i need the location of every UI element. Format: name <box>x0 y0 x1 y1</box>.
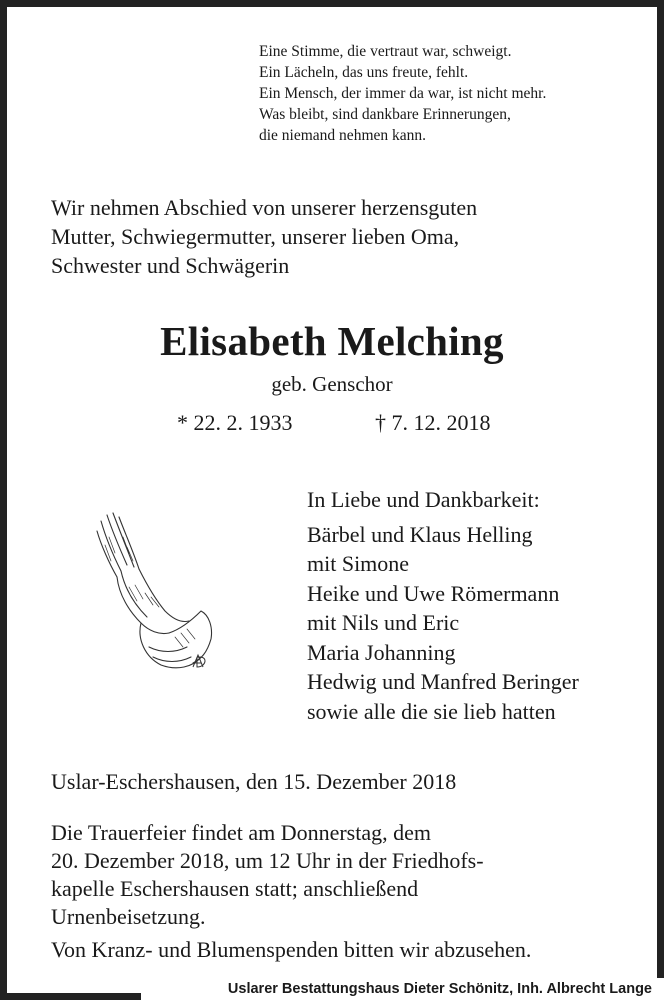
mourner-line: sowie alle die sie lieb hatten <box>307 698 556 724</box>
death-date: † 7. 12. 2018 <box>375 410 491 435</box>
funeral-line: Urnenbeisetzung. <box>51 904 206 929</box>
monogram <box>193 655 205 667</box>
mourner-line: Hedwig und Manfred Beringer <box>307 669 579 694</box>
poem-line: Was bleibt, sind dankbare Erinnerungen, <box>259 106 511 123</box>
poem-line: Ein Lächeln, das uns freute, fehlt. <box>259 64 469 81</box>
intro-line: Schwester und Schwägerin <box>51 253 290 278</box>
intro-line: Wir nehmen Abschied von unserer herzensguten <box>51 195 478 220</box>
mourner-line: mit Nils und Eric <box>307 610 460 635</box>
mourner-line: mit Simone <box>307 551 410 576</box>
deceased-name: Elisabeth Melching <box>160 318 504 364</box>
place-date: Uslar-Eschershausen, den 15. Dezember 2018 <box>51 769 457 794</box>
birth-name: geb. Genschor <box>271 372 393 396</box>
funeral-line: Die Trauerfeier findet am Donnerstag, dem <box>51 820 431 845</box>
poem-line: Ein Mensch, der immer da war, ist nicht mehr. <box>259 85 547 102</box>
mourner-line: Heike und Uwe Römermann <box>307 580 560 606</box>
poem-line: Eine Stimme, die vertraut war, schweigt. <box>259 43 512 60</box>
birth-date: * 22. 2. 1933 <box>177 410 293 435</box>
farewell-intro <box>51 193 477 280</box>
funeral-notice <box>51 819 484 931</box>
funeral-home-credit: Uslarer Bestattungshaus Dieter Schönitz, Inh. Albrecht Lange <box>141 978 664 1000</box>
funeral-line: kapelle Eschershausen statt; anschließend <box>51 876 419 901</box>
mourner-line: Bärbel und Klaus Helling <box>307 521 533 547</box>
praying-hands-icon <box>89 507 219 677</box>
poem-line: die niemand nehmen kann. <box>259 127 427 144</box>
poem <box>259 41 546 146</box>
mourners-heading: In Liebe und Dankbarkeit: <box>307 487 540 512</box>
intro-line: Mutter, Schwiegermutter, unserer lieben Oma, <box>51 224 460 249</box>
wreath-note: Von Kranz- und Blumenspenden bitten wir abzusehen. <box>51 937 532 962</box>
mourners-list <box>307 485 579 726</box>
mourner-line: Maria Johanning <box>307 639 456 665</box>
funeral-line: 20. Dezember 2018, um 12 Uhr in der Friedhofs- <box>51 848 484 873</box>
